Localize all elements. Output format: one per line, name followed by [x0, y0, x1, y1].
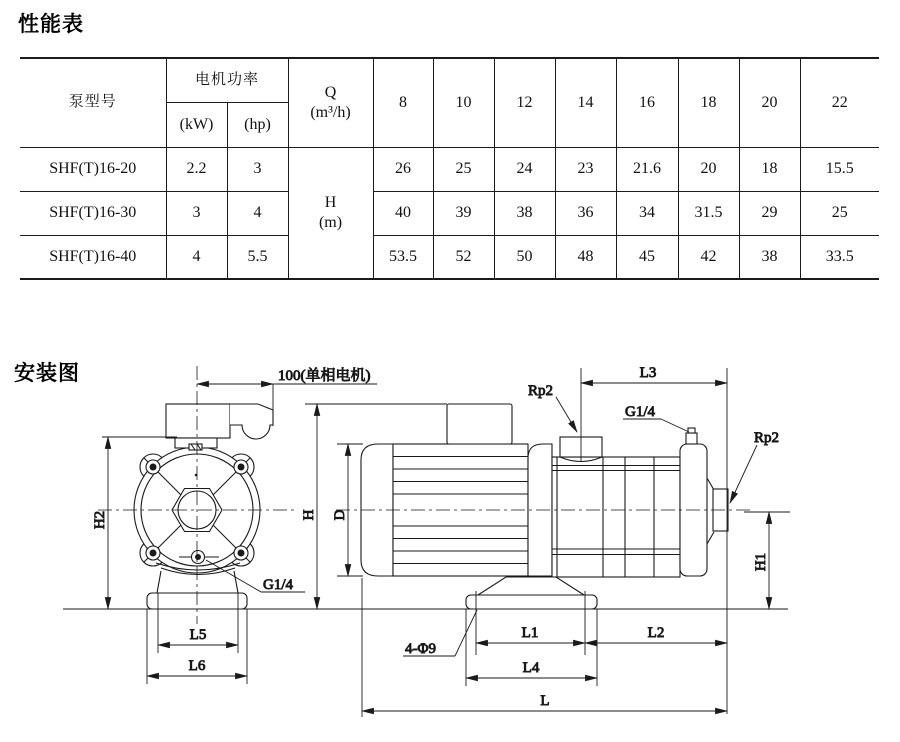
dim-label-d: D [332, 509, 348, 521]
label-rp2-top [528, 383, 577, 432]
dim-l4 [466, 609, 597, 686]
terminal-box-side [447, 404, 512, 444]
dim-d [332, 444, 363, 576]
flow-unit: (m³/h) [310, 103, 351, 121]
head-unit: (m) [318, 213, 343, 231]
flow-label: Q [324, 83, 337, 101]
dim-label-rp2-right: Rp2 [754, 430, 780, 446]
head-cell: 18 [739, 147, 800, 191]
support-side [234, 571, 238, 593]
head-cell: 38 [739, 235, 800, 279]
vent-plug [686, 433, 697, 444]
head-cell: 53.5 [373, 235, 433, 279]
dim-label-g14-front: G1/4 [263, 577, 293, 593]
head-cell: 31.5 [678, 191, 739, 235]
dim-l1 [476, 625, 585, 643]
model-header: 泵型号 [20, 58, 166, 147]
dim-label-l1: L1 [521, 625, 539, 641]
flow-col-header: 8 [373, 58, 433, 147]
head-cell: 25 [800, 191, 879, 235]
flow-col-header: 20 [739, 58, 800, 147]
head-cell: 26 [373, 147, 433, 191]
dim-label-l4: L4 [522, 660, 540, 676]
power-unit-kw: (kW) [166, 102, 227, 147]
head-cell: 34 [616, 191, 678, 235]
head-cell: 33.5 [800, 235, 879, 279]
support-side [157, 571, 161, 593]
flow-header [288, 58, 373, 147]
head-cell: 21.6 [616, 147, 678, 191]
dim-label-l3: L3 [639, 365, 657, 381]
pump-side-view [336, 404, 752, 655]
head-cell: 39 [433, 191, 494, 235]
dim-h1 [744, 512, 790, 609]
kw-cell: 3 [166, 191, 227, 235]
head-cell: 20 [678, 147, 739, 191]
installation-diagram [0, 340, 900, 742]
head-cell: 40 [373, 191, 433, 235]
label-g14-side [623, 404, 689, 432]
pump-barrel [552, 457, 680, 577]
cable-conduit [230, 404, 273, 439]
head-cell: 29 [739, 191, 800, 235]
dim-label-g14-side: G1/4 [625, 404, 655, 420]
flow-col-header: 22 [800, 58, 879, 147]
dim-label-motor-100: 100(单相电机) [278, 368, 371, 384]
model-cell: SHF(T)16-40 [20, 235, 166, 279]
discharge-cone [707, 532, 714, 544]
vent-plug-cap [688, 428, 695, 433]
head-cell: 23 [555, 147, 616, 191]
head-cell: 48 [555, 235, 616, 279]
pump-support [478, 577, 584, 595]
drain-plug-center [195, 554, 201, 560]
discharge-cone [707, 478, 714, 490]
dim-label-l6: L6 [188, 658, 206, 674]
flow-col-header: 16 [616, 58, 678, 147]
power-header: 电机功率 [166, 58, 288, 102]
dim-label-h1: H1 [753, 552, 769, 572]
label-rp2-right [730, 430, 779, 503]
dim-l2 [585, 625, 727, 643]
kw-cell: 4 [166, 235, 227, 279]
dim-label-h2: H2 [92, 510, 108, 530]
head-cell: 42 [678, 235, 739, 279]
dim-label-rp2-top: Rp2 [528, 383, 554, 399]
head-cell: 15.5 [800, 147, 879, 191]
dim-label-holes: 4-Φ9 [405, 641, 436, 657]
head-cell: 50 [494, 235, 555, 279]
base-plate-side [466, 595, 597, 609]
head-cell: 52 [433, 235, 494, 279]
head-cell: 45 [616, 235, 678, 279]
flow-col-header: 14 [555, 58, 616, 147]
flow-col-header: 12 [494, 58, 555, 147]
dim-label-h: H [301, 509, 317, 521]
performance-table [20, 57, 879, 280]
head-label: H [324, 193, 337, 211]
flow-col-header: 18 [678, 58, 739, 147]
flow-col-header: 10 [433, 58, 494, 147]
power-unit-hp: (hp) [227, 102, 288, 147]
head-cell: 38 [494, 191, 555, 235]
hp-cell: 3 [227, 147, 288, 191]
head-cell: 24 [494, 147, 555, 191]
head-header [288, 147, 373, 279]
model-cell: SHF(T)16-20 [20, 147, 166, 191]
head-cell: 36 [555, 191, 616, 235]
terminal-box-front [166, 404, 230, 438]
model-cell: SHF(T)16-30 [20, 191, 166, 235]
hp-cell: 4 [227, 191, 288, 235]
dim-label-l: L [540, 693, 550, 709]
performance-table-title: 性能表 [18, 13, 84, 36]
head-cell: 25 [433, 147, 494, 191]
kw-cell: 2.2 [166, 147, 227, 191]
installation-diagram-title: 安装图 [14, 362, 80, 385]
dim-label-l2: L2 [647, 625, 665, 641]
dim-label-l5: L5 [189, 627, 207, 643]
hp-cell: 5.5 [227, 235, 288, 279]
